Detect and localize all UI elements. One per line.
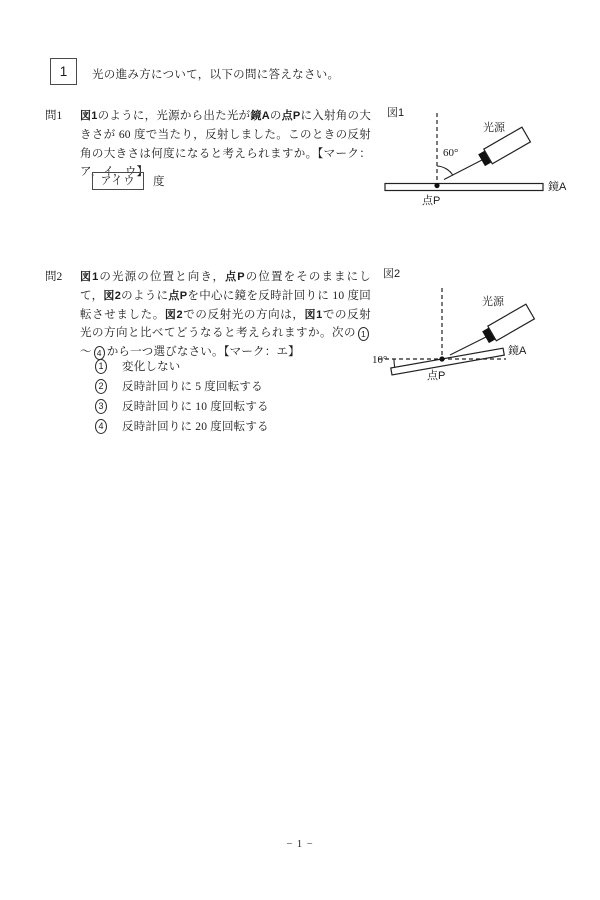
text-segment: を中心に鏡を反時計回りに 10 度回転させました。 bbox=[80, 289, 371, 321]
text-segment: 図1 bbox=[304, 308, 323, 321]
q1-label: 問1 bbox=[45, 110, 63, 122]
q2-label: 問2 bbox=[45, 271, 63, 283]
page-title: 光の進み方について，以下の問に答えなさい。 bbox=[92, 69, 340, 81]
fig1-point-label: 点P bbox=[422, 195, 441, 207]
fig2-source-label: 光源 bbox=[482, 296, 504, 308]
option-2-number: 2 bbox=[95, 379, 107, 394]
text-segment: ～ bbox=[80, 346, 92, 359]
text-segment: 図1 bbox=[80, 271, 99, 283]
option-2-label: 反時計回りに 5 度回転する bbox=[122, 381, 263, 393]
text-segment: 図2 bbox=[164, 308, 183, 321]
fig2-flashlight-body bbox=[488, 304, 535, 341]
text-segment: に入射角の大きさが 60 度で当たり，反射しました。このときの反射角の大きさは何度になると考えられますか。【マーク：ア，イ，ウ】 bbox=[80, 110, 371, 179]
fig2-angle-label: 10° bbox=[372, 354, 388, 366]
figure2-label: 図2 bbox=[383, 268, 401, 280]
circled-number: 4 bbox=[94, 346, 105, 360]
text-segment: での反射光の方向は， bbox=[182, 308, 305, 321]
option-4-number: 4 bbox=[95, 419, 107, 434]
fig2-angle-arc bbox=[394, 359, 395, 367]
option-1-number: 1 bbox=[95, 359, 107, 374]
text-segment: での反射光の方向と比べてどうなると考えられますか。次の bbox=[80, 308, 371, 340]
option-4-label: 反時計回りに 20 度回転する bbox=[122, 421, 269, 433]
q1-answer-unit: 度 bbox=[153, 176, 165, 188]
circled-number: 1 bbox=[358, 327, 369, 341]
text-segment: の bbox=[269, 110, 282, 122]
option-row-2 bbox=[95, 376, 269, 396]
page-number: − 1 − bbox=[286, 839, 314, 850]
fig1-incident-ray bbox=[444, 160, 482, 180]
text-segment: 点P bbox=[168, 289, 188, 302]
text-segment: 点P bbox=[225, 271, 245, 283]
q2-body-text bbox=[80, 268, 371, 362]
fig1-angle-label: 60° bbox=[443, 147, 459, 159]
text-segment: 図1 bbox=[80, 110, 98, 122]
text-segment: から一つ選びなさい。【マーク：エ】 bbox=[106, 346, 300, 359]
fig2-point-p-dot bbox=[439, 356, 444, 361]
fig2-point-label: 点P bbox=[427, 370, 446, 382]
option-row-4 bbox=[95, 416, 269, 436]
option-row-3 bbox=[95, 396, 269, 416]
fig1-angle-arc bbox=[437, 166, 453, 176]
question-number-box: 1 bbox=[50, 58, 77, 85]
q2-options bbox=[95, 356, 269, 436]
fig1-point-p-dot bbox=[434, 183, 439, 188]
figure1-diagram bbox=[370, 90, 600, 225]
text-segment: のように bbox=[121, 289, 169, 302]
text-segment: の光源の位置と向き， bbox=[98, 271, 226, 283]
text-segment: 鏡A bbox=[250, 110, 270, 122]
fig1-source-label: 光源 bbox=[483, 122, 505, 134]
option-3-number: 3 bbox=[95, 399, 107, 414]
fig2-mirror bbox=[391, 348, 504, 375]
figure2-diagram bbox=[370, 255, 600, 395]
option-row-1 bbox=[95, 356, 269, 376]
fig2-flashlight bbox=[482, 304, 535, 344]
text-segment: 図2 bbox=[103, 289, 122, 302]
text-segment: の位置をそのままにして， bbox=[80, 271, 372, 302]
figure1-label: 図1 bbox=[387, 107, 405, 119]
text-segment: のように，光源から出た光が bbox=[97, 110, 251, 122]
q1-body-text bbox=[80, 107, 371, 182]
text-segment: 点P bbox=[281, 110, 301, 122]
fig1-mirror-label: 鏡A bbox=[548, 181, 567, 193]
fig2-mirror-label: 鏡A bbox=[508, 345, 527, 357]
q1-answer-row bbox=[92, 172, 165, 190]
option-1-label: 変化しない bbox=[122, 361, 181, 373]
fig1-mirror bbox=[385, 184, 543, 191]
q1-answer-box: アイウ bbox=[92, 172, 144, 190]
option-3-label: 反時計回りに 10 度回転する bbox=[122, 401, 269, 413]
